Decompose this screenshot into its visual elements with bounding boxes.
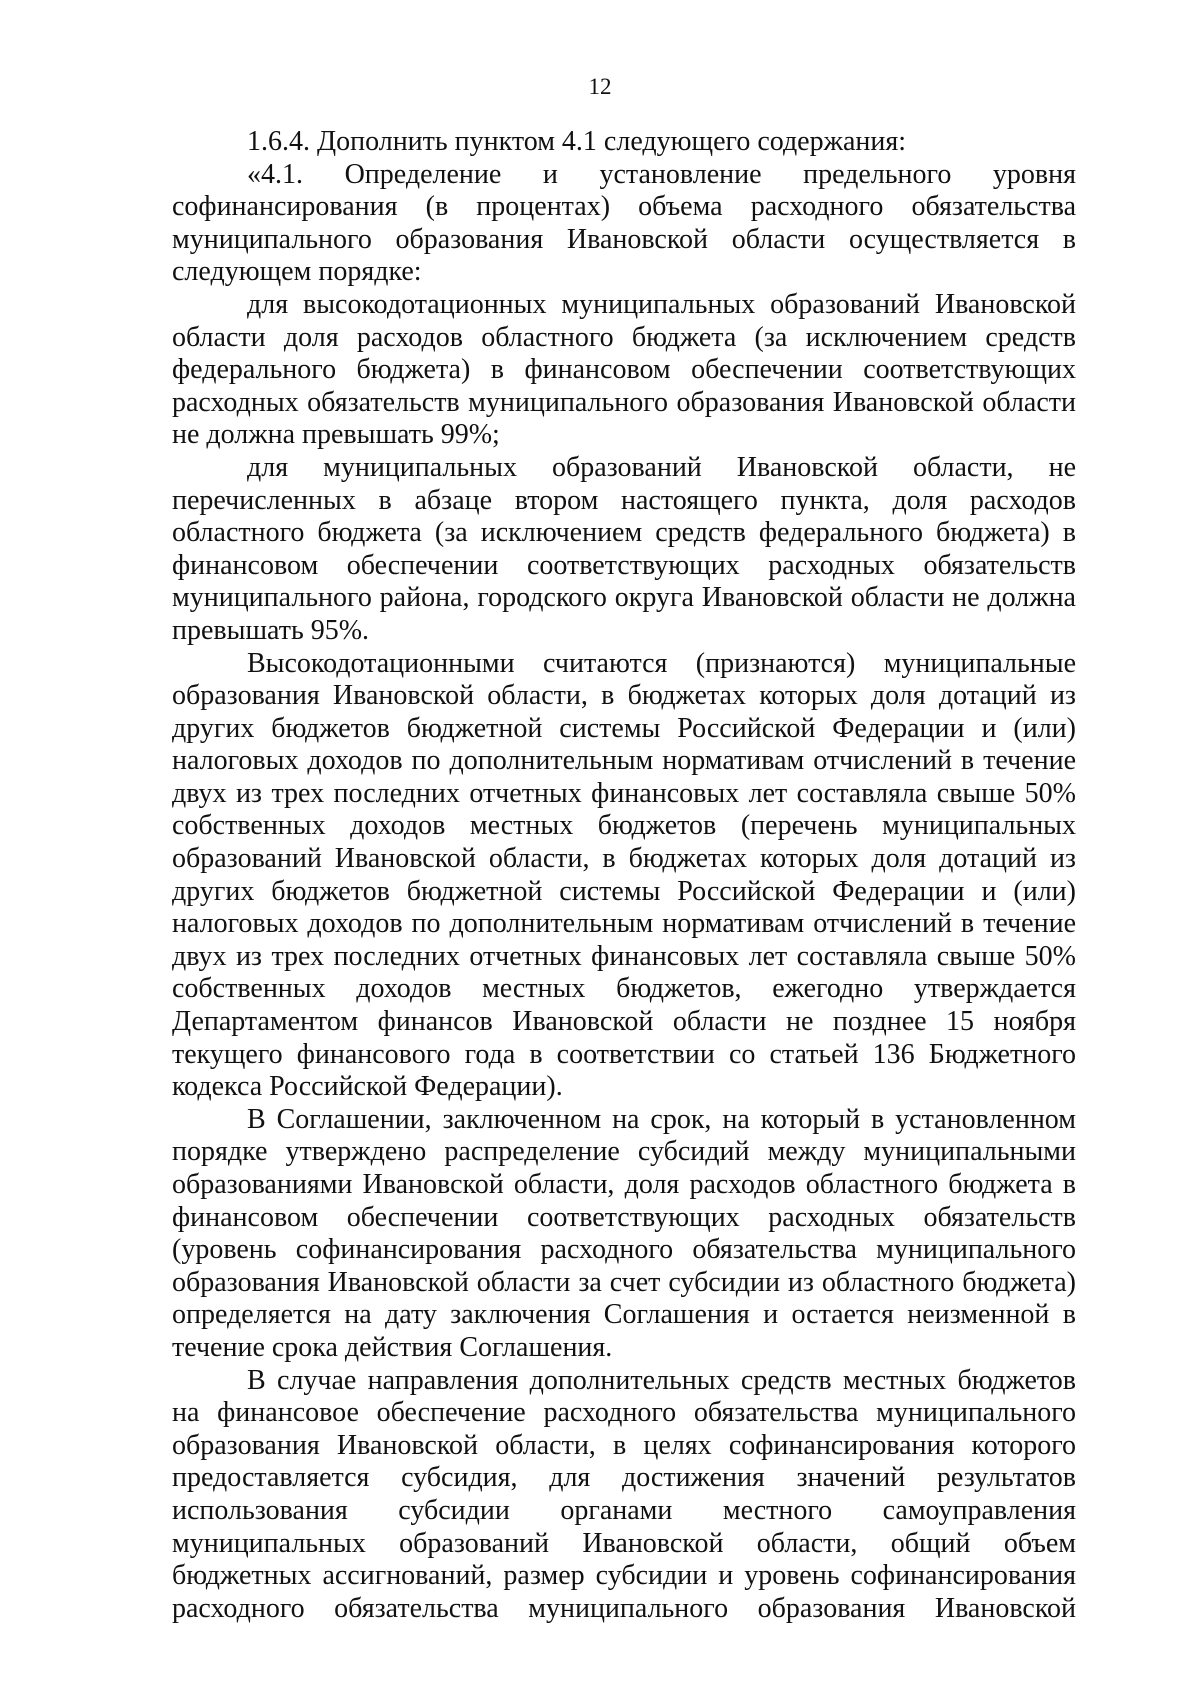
paragraph-other-limit: для муниципальных образований Ивановской области, не перечисленных в абзаце втором настоящего пункта, доля расходов областного бюджета (за исключением средств федерального бюджета) в финансовом обеспечении соответствующих расходных обязательств муниципального района, городского округа Ивановской области не должна превышать 95%. [172, 451, 1076, 646]
paragraph-agreement: В Соглашении, заключенном на срок, на который в установленном порядке утверждено распределение субсидий между муниципальными образованиями Ивановской области, доля расходов областного бюджета в финансовом обеспечении соответствующих расходных обязательств (уровень софинансирования расходного обязательства муниципального образования Ивановской области за счет субсидии из областного бюджета) определяется на дату заключения Соглашения и остается неизменной в течение срока действия Соглашения. [172, 1103, 1076, 1363]
paragraph-additional-funds: В случае направления дополнительных средств местных бюджетов на финансовое обеспечение расходного обязательства муниципального образования Ивановской области, в целях софинансирования которого предоставляется субсидия, для достижения значений результатов использования субсидии органами местного самоуправления муниципальных образований Ивановской области, общий объем бюджетных ассигнований, размер субсидии и уровень софинансирования расходного обязательства муниципального образования Ивановской [172, 1364, 1076, 1624]
paragraph-4-1-intro: «4.1. Определение и установление предельного уровня софинансирования (в процентах) объема расходного обязательства муниципального образования Ивановской области осуществляется в следующем порядке: [172, 158, 1076, 288]
paragraph-high-subsidy-definition: Высокодотационными считаются (признаются) муниципальные образования Ивановской области, в бюджетах которых доля дотаций из других бюджетов бюджетной системы Российской Федерации и (или) налоговых доходов по дополнительным нормативам отчислений в течение двух из трех последних отчетных финансовых лет составляла свыше 50% собственных доходов местных бюджетов (перечень муниципальных образований Ивановской области, в бюджетах которых доля дотаций из других бюджетов бюджетной системы Российской Федерации и (или) налоговых доходов по дополнительным нормативам отчислений в течение двух из трех последних отчетных финансовых лет составляла свыше 50% собственных доходов местных бюджетов, ежегодно утверждается Департаментом финансов Ивановской области не позднее 15 ноября текущего финансового года в соответствии со статьей 136 Бюджетного кодекса Российской Федерации). [172, 647, 1076, 1103]
document-body [172, 126, 1076, 1625]
paragraph-high-subsidy-limit: для высокодотационных муниципальных образований Ивановской области доля расходов областного бюджета (за исключением средств федерального бюджета) в финансовом обеспечении соответствующих расходных обязательств муниципального образования Ивановской области не должна превышать 99%; [172, 288, 1076, 451]
page-number: 12 [588, 74, 612, 99]
paragraph-1-6-4: 1.6.4. Дополнить пунктом 4.1 следующего содержания: [247, 126, 907, 157]
